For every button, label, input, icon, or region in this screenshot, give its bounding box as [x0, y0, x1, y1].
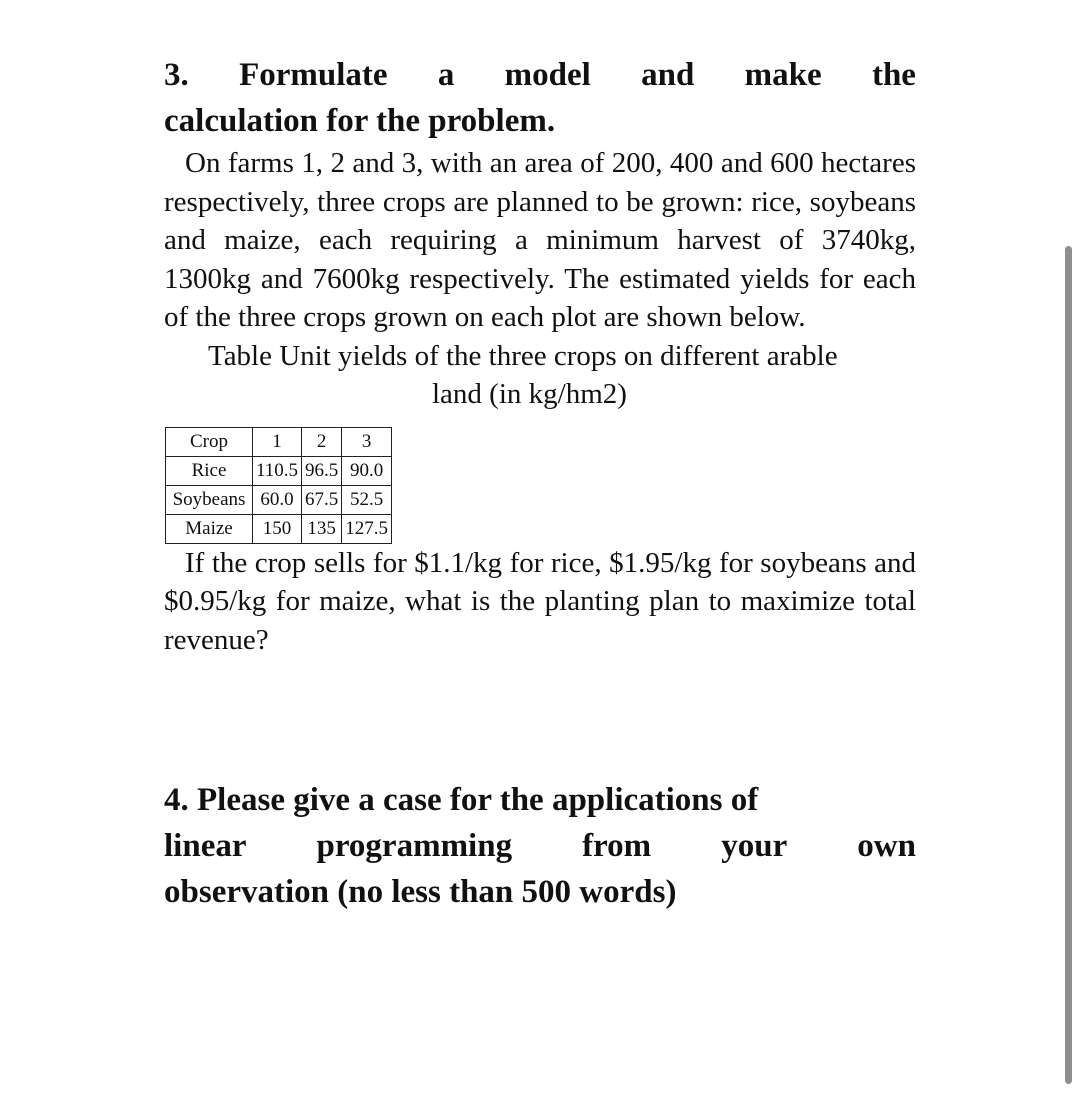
table-cell: Soybeans	[166, 485, 253, 514]
table-cell: 60.0	[253, 485, 302, 514]
table-row	[166, 514, 392, 543]
heading-word: programming	[316, 828, 513, 864]
table-header-cell: 3	[342, 427, 392, 456]
heading-word: model	[504, 57, 591, 93]
table-header-row	[166, 427, 392, 456]
table-cell: Rice	[166, 456, 253, 485]
heading-word: the	[871, 57, 916, 93]
table-cell: 52.5	[342, 485, 392, 514]
table-caption	[164, 337, 916, 413]
heading-word: make	[744, 57, 822, 93]
question-3-prompt: If the crop sells for $1.1/kg for rice, $1.95/kg for soybeans and $0.95/kg for maize, what is the planting plan to maximize total revenue?	[164, 546, 916, 656]
table-cell: 67.5	[302, 485, 342, 514]
question-4-line-3: observation (no less than 500 words)	[164, 874, 677, 910]
heading-word: 3.	[164, 57, 189, 93]
question-3-heading	[164, 52, 916, 144]
table-cell: Maize	[166, 514, 253, 543]
table-header-cell: 2	[302, 427, 342, 456]
heading-word: Formulate	[239, 57, 388, 93]
vertical-scrollbar[interactable]	[1065, 246, 1072, 1084]
heading-word: linear	[164, 828, 247, 864]
table-cell: 110.5	[253, 456, 302, 485]
yields-table	[165, 427, 392, 544]
table-header-cell: 1	[253, 427, 302, 456]
heading-word: from	[582, 828, 652, 864]
heading-word: your	[721, 828, 788, 864]
question-4-line-2	[164, 823, 916, 869]
table-row	[166, 456, 392, 485]
table-cell: 96.5	[302, 456, 342, 485]
table-cell: 90.0	[342, 456, 392, 485]
table-caption-line-1: Table Unit yields of the three crops on different arable	[208, 339, 838, 372]
question-4-line-1	[164, 777, 916, 823]
question-3	[164, 52, 916, 659]
question-3-heading-line-2: calculation for the problem.	[164, 103, 556, 139]
question-4-line-1-text: 4. Please give a case for the applications of	[164, 782, 759, 818]
question-3-heading-line-1	[164, 52, 916, 98]
table-header-cell: Crop	[166, 427, 253, 456]
document-content	[164, 52, 916, 915]
question-3-intro: On farms 1, 2 and 3, with an area of 200, 400 and 600 hectares respectively, three crops are planned to be grown: rice, soybeans and maize, each requiring a minimum harvest of 3740kg, 1300kg and 7600kg respectively. The estimated yields for each of the three crops grown on each plot are shown below.	[164, 147, 916, 333]
table-row	[166, 485, 392, 514]
question-4-heading	[164, 777, 916, 915]
table-cell: 150	[253, 514, 302, 543]
heading-word: and	[641, 57, 695, 93]
table-caption-line-2: land (in kg/hm2)	[432, 377, 627, 410]
heading-word: a	[437, 57, 455, 93]
question-4	[164, 777, 916, 915]
heading-word: own	[857, 828, 916, 864]
table-cell: 127.5	[342, 514, 392, 543]
table-cell: 135	[302, 514, 342, 543]
